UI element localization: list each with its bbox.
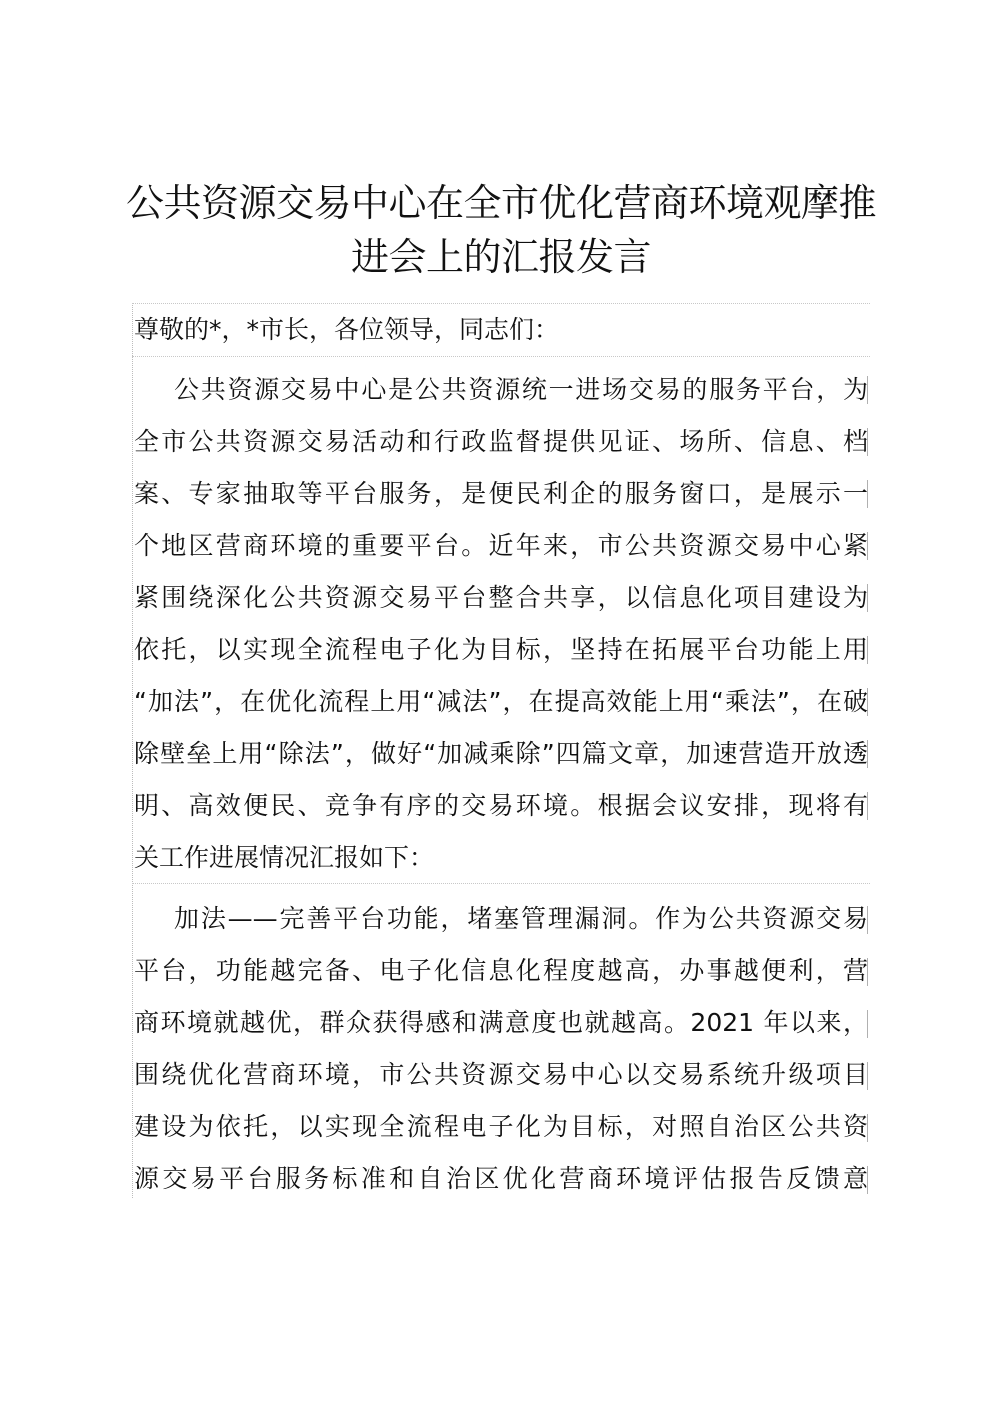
salutation-text: 尊敬的*，*市长，各位领导，同志们： — [134, 315, 560, 344]
title-line-1: 公共资源交易中心在全市优化营商环境观摩推 — [125, 181, 876, 225]
paragraph-1-line: 依托，以实现全流程电子化为目标，坚持在拓展平台功能上用 — [134, 635, 868, 664]
paragraph-2-line: 平台，功能越完备、电子化信息化程度越高，办事越便利，营 — [134, 956, 868, 985]
page-title — [120, 176, 882, 284]
paragraph-2-line: 商环境就越优，群众获得感和满意度也就越高。2021 年以来， — [134, 1008, 868, 1037]
title-line-2: 进会上的汇报发言 — [350, 235, 651, 279]
frame-left-border — [132, 303, 133, 1198]
paragraph-1-line: 公共资源交易中心是公共资源统一进场交易的服务平台，为 — [174, 375, 868, 404]
section-rule-1 — [132, 356, 870, 357]
paragraph-1 — [134, 364, 868, 884]
paragraph-1-line: 个地区营商环境的重要平台。近年来，市公共资源交易中心紧 — [134, 531, 868, 560]
paragraph-1-line: 案、专家抽取等平台服务，是便民利企的服务窗口，是展示一 — [134, 479, 868, 508]
paragraph-2 — [134, 893, 868, 1205]
paragraph-1-line: “加法”，在优化流程上用“减法”，在提高效能上用“乘法”，在破 — [134, 687, 868, 716]
paragraph-1-line: 关工作进展情况汇报如下： — [134, 843, 435, 872]
paragraph-2-line: 源交易平台服务标准和自治区优化营商环境评估报告反馈意 — [134, 1164, 868, 1193]
paragraph-1-line: 紧围绕深化公共资源交易平台整合共享，以信息化项目建设为 — [134, 583, 868, 612]
salutation — [134, 304, 868, 356]
paragraph-2-line: 加法——完善平台功能，堵塞管理漏洞。作为公共资源交易 — [174, 904, 868, 933]
paragraph-2-line: 建设为依托，以实现全流程电子化为目标，对照自治区公共资 — [134, 1112, 868, 1141]
paragraph-2-line: 围绕优化营商环境，市公共资源交易中心以交易系统升级项目 — [134, 1060, 868, 1089]
paragraph-1-line: 全市公共资源交易活动和行政监督提供见证、场所、信息、档 — [134, 427, 868, 456]
paragraph-1-line: 明、高效便民、竞争有序的交易环境。根据会议安排，现将有 — [134, 791, 868, 820]
paragraph-1-line: 除壁垒上用“除法”，做好“加减乘除”四篇文章，加速营造开放透 — [134, 739, 868, 768]
